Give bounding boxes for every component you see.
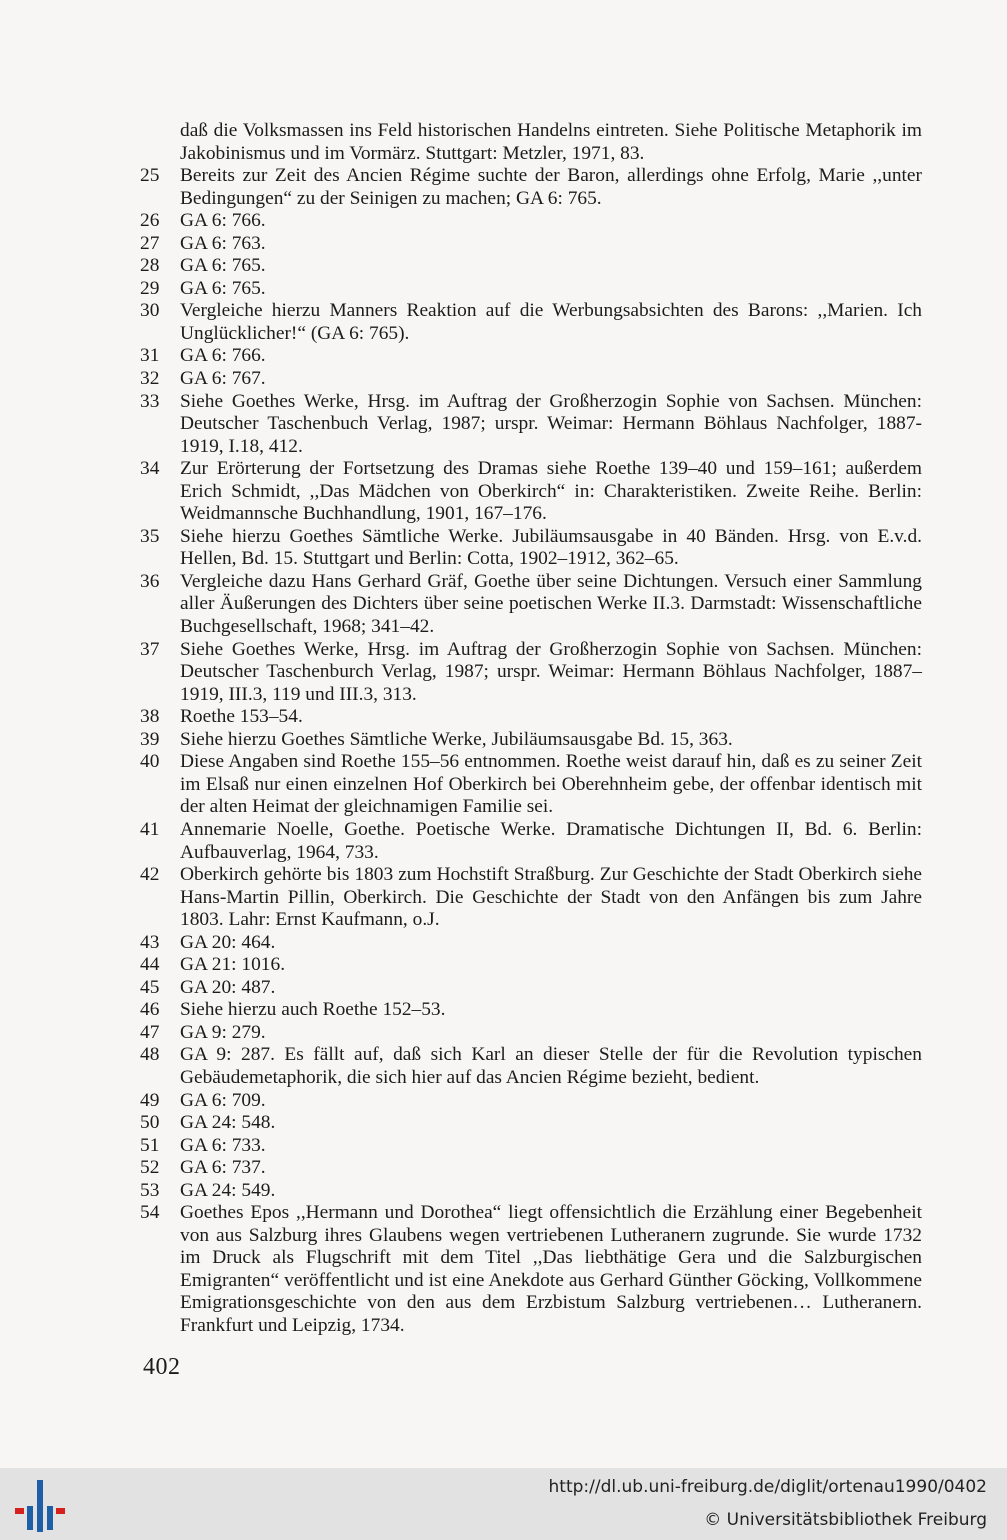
endnote-text: Diese Angaben sind Roethe 155–56 entnommen. Roethe weist darauf hin, daß es zu seiner Zeit im Elsaß nur einen einzelnen Hof Oberkirch bei Oberehnheim gebe, der offenbar identisch mit der alten Heimat der gleichnamigen Familie sei. — [180, 751, 922, 818]
endnote-item — [140, 278, 922, 301]
endnote-item — [140, 210, 922, 233]
endnote-text: GA 6: 766. — [180, 210, 266, 232]
endnote-item — [140, 368, 922, 391]
endnote-number: 26 — [140, 210, 160, 232]
endnote-text: Bereits zur Zeit des Ancien Régime suchte der Baron, allerdings ohne Erfolg, Marie ,,unter Bedingungen“ zu der Seinigen zu machen; GA 6: 765. — [180, 165, 922, 209]
endnote-text: GA 9: 279. — [180, 1021, 266, 1043]
endnote-item — [140, 729, 922, 752]
endnote-number: 51 — [140, 1134, 160, 1156]
endnote-item — [140, 1157, 922, 1180]
endnote-item — [140, 706, 922, 729]
endnote-text: GA 24: 548. — [180, 1112, 276, 1134]
copyright-text: © Universitätsbibliothek Freiburg — [704, 1510, 987, 1530]
endnote-text: GA 6: 766. — [180, 345, 266, 367]
endnote-item — [140, 864, 922, 932]
endnote-text: Siehe Goethes Werke, Hrsg. im Auftrag der Großherzogin Sophie von Sachsen. München: Deutscher Taschenbuch Verlag, 1987; urspr. Weimar: Hermann Böhlaus Nachfolger, 1887-1919, I.18, 412. — [180, 390, 922, 457]
endnote-item — [140, 819, 922, 864]
endnote-text: GA 6: 765. — [180, 277, 266, 299]
endnote-number: 40 — [140, 751, 160, 773]
endnote-item — [140, 1135, 922, 1158]
endnote-number: 53 — [140, 1179, 160, 1201]
endnote-text: Siehe hierzu auch Roethe 152–53. — [180, 999, 446, 1021]
endnote-item — [140, 1180, 922, 1203]
endnote-number: 27 — [140, 232, 160, 254]
endnote-text: GA 20: 487. — [180, 976, 276, 998]
footer-bar — [0, 1468, 1007, 1540]
endnote-item — [140, 954, 922, 977]
endnote-item — [140, 571, 922, 639]
endnote-text: Roethe 153–54. — [180, 706, 303, 728]
endnote-number: 34 — [140, 458, 160, 480]
endnote-text: Goethes Epos ,,Hermann und Dorothea“ liegt offensichtlich die Erzählung einer Begebenheit von aus Salzburg ihres Glaubens wegen vertriebenen Lutheranern zugrunde. Sie wurde 1732 im Druck als Flugschrift mit dem Titel ,,Das liebthätige Gera und die Salzburgischen Emigranten“ veröffentlicht und ist eine Anekdote aus Gerhard Günther Göcking, Vollkommene Emigrationsgeschichte von den aus dem Erzbistum Salzburg vertriebenen… Lutheranern. Frankfurt und Leipzig, 1734. — [180, 1202, 922, 1336]
endnote-number: 47 — [140, 1021, 160, 1043]
endnote-item — [140, 977, 922, 1000]
endnote-number: 46 — [140, 999, 160, 1021]
endnote-text: GA 21: 1016. — [180, 954, 286, 976]
endnote-text: Siehe Goethes Werke, Hrsg. im Auftrag der Großherzogin Sophie von Sachsen. München: Deutscher Taschenburch Verlag, 1987; urspr. Weimar: Hermann Böhlaus Nachfolger, 1887–1919, III.3, 119 und III.3, 313. — [180, 638, 922, 705]
endnote-item — [140, 999, 922, 1022]
endnote-item — [140, 932, 922, 955]
endnote-item — [140, 1022, 922, 1045]
endnote-text: GA 6: 767. — [180, 368, 266, 390]
endnote-item — [140, 526, 922, 571]
endnote-item — [140, 639, 922, 707]
endnote-text: Vergleiche dazu Hans Gerhard Gräf, Goethe über seine Dichtungen. Versuch einer Sammlung aller Äußerungen des Dichters über seine poetischen Werke II.3. Darmstadt: Wissenschaftliche Buchgesellschaft, 1968; 341–42. — [180, 570, 922, 638]
endnote-text: Zur Erörterung der Fortsetzung des Dramas siehe Roethe 139–40 und 159–161; außerdem Erich Schmidt, ,,Das Mädchen von Oberkirch“ in: Charakteristiken. Zweite Reihe. Berlin: Weidmannsche Buchhandlung, 1901, 167–176. — [180, 458, 922, 525]
endnote-text: Vergleiche hierzu Manners Reaktion auf die Werbungsabsichten des Barons: ,,Marien. Ich Unglücklicher!“ (GA 6: 765). — [180, 300, 922, 344]
endnote-number: 52 — [140, 1157, 160, 1179]
ub-freiburg-logo-icon — [12, 1478, 68, 1534]
endnote-item — [140, 300, 922, 345]
endnote-number: 28 — [140, 255, 160, 277]
endnote-number: 41 — [140, 818, 160, 840]
endnote-text: GA 6: 709. — [180, 1089, 266, 1111]
endnote-number: 48 — [140, 1044, 160, 1066]
endnote-text: GA 24: 549. — [180, 1179, 276, 1201]
endnote-item — [140, 345, 922, 368]
endnote-text: Siehe hierzu Goethes Sämtliche Werke, Jubiläumsausgabe Bd. 15, 363. — [180, 728, 733, 750]
endnote-text: Annemarie Noelle, Goethe. Poetische Werke. Dramatische Dichtungen II, Bd. 6. Berlin: Aufbauverlag, 1964, 733. — [180, 818, 922, 863]
endnote-text: GA 20: 464. — [180, 931, 276, 953]
endnote-number: 44 — [140, 954, 160, 976]
endnote-number: 33 — [140, 390, 160, 412]
endnote-text: GA 6: 733. — [180, 1134, 266, 1156]
endnote-item — [140, 458, 922, 526]
endnote-number: 29 — [140, 277, 160, 299]
endnote-item — [140, 1090, 922, 1113]
endnote-number: 35 — [140, 525, 160, 547]
endnotes-list — [140, 120, 922, 1338]
endnote-number: 37 — [140, 638, 160, 660]
endnote-number: 43 — [140, 931, 160, 953]
source-url-link[interactable]: http://dl.ub.uni-freiburg.de/diglit/ortenau1990/0402 — [548, 1477, 987, 1497]
endnote-number: 32 — [140, 368, 160, 390]
endnote-item — [140, 233, 922, 256]
endnote-number: 25 — [140, 165, 160, 187]
endnote-item — [140, 1044, 922, 1089]
endnote-number: 49 — [140, 1089, 160, 1111]
endnote-number: 54 — [140, 1202, 160, 1224]
endnote-text: GA 9: 287. Es fällt auf, daß sich Karl an dieser Stelle der für die Revolution typischen Gebäudemetaphorik, die sich hier auf das Ancien Régime bezieht, bedient. — [180, 1044, 922, 1088]
endnote-item — [140, 1202, 922, 1337]
endnote-number: 36 — [140, 570, 160, 592]
endnote-number: 45 — [140, 976, 160, 998]
endnote-text: Siehe hierzu Goethes Sämtliche Werke. Jubiläumsausgabe in 40 Bänden. Hrsg. von E.v.d. Hellen, Bd. 15. Stuttgart und Berlin: Cotta, 1902–1912, 362–65. — [180, 525, 922, 570]
endnote-number: 31 — [140, 345, 160, 367]
endnote-item — [140, 391, 922, 459]
endnote-text: daß die Volksmassen ins Feld historischen Handelns eintreten. Siehe Politische Metaphorik im Jakobinismus und im Vormärz. Stuttgart: Metzler, 1971, 83. — [180, 120, 922, 164]
endnote-item — [140, 165, 922, 210]
endnote-item — [140, 1112, 922, 1135]
endnote-number: 30 — [140, 300, 160, 322]
endnote-number: 50 — [140, 1112, 160, 1134]
endnote-number: 42 — [140, 864, 160, 886]
endnote-text: Oberkirch gehörte bis 1803 zum Hochstift Straßburg. Zur Geschichte der Stadt Oberkirch siehe Hans-Martin Pillin, Oberkirch. Die Geschichte der Stadt von den Anfängen bis zum Jahre 1803. Lahr: Ernst Kaufmann, o.J. — [180, 864, 922, 931]
page-number: 402 — [143, 1354, 181, 1380]
endnote-item — [140, 255, 922, 278]
endnote-text: GA 6: 737. — [180, 1157, 266, 1179]
endnote-number: 38 — [140, 706, 160, 728]
endnote-text: GA 6: 763. — [180, 232, 266, 254]
endnote-item — [140, 120, 922, 165]
endnote-text: GA 6: 765. — [180, 255, 266, 277]
endnote-item — [140, 751, 922, 819]
endnote-number: 39 — [140, 728, 160, 750]
